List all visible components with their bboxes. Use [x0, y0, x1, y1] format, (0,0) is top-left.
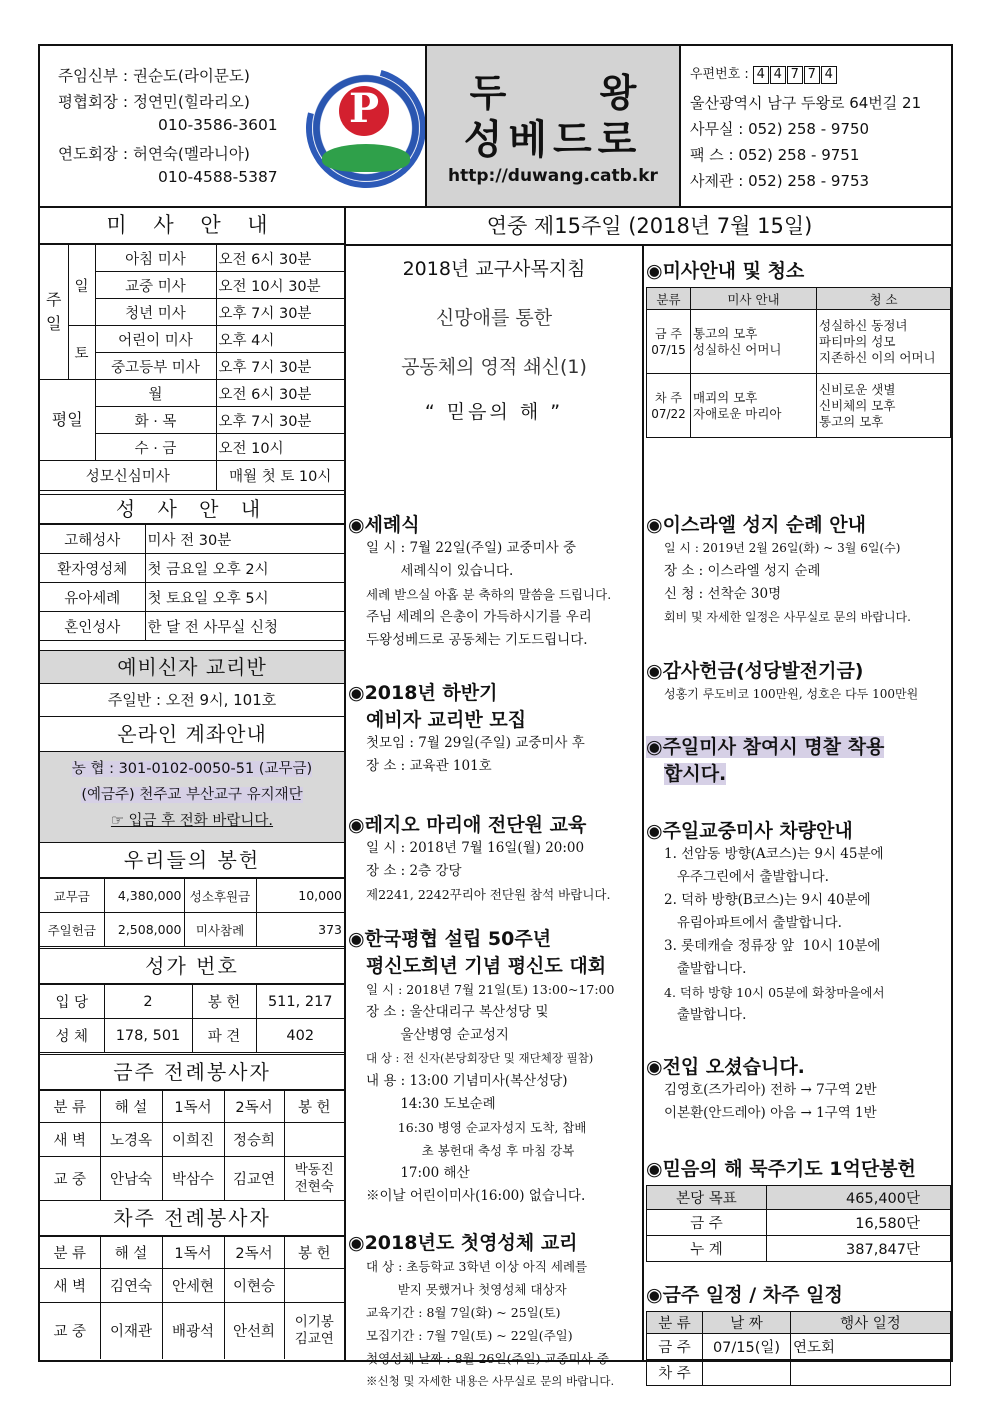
offering-table: [40, 878, 344, 947]
hymn-label: 성 체: [40, 1019, 104, 1053]
title-line2: 성베드로: [463, 117, 643, 163]
hymn-label: 파 견: [192, 1019, 256, 1053]
legio-line: 제2241, 2242꾸리아 전단원 참석 바랍니다.: [366, 887, 611, 902]
communion-line: 대 상 : 초등학교 3학년 이상 아직 세례를: [366, 1259, 588, 1274]
baptism-line: 세례 받으실 아홉 분 축하의 말씀을 드립니다.: [366, 587, 612, 602]
mass-day: 월: [95, 380, 216, 407]
baptism-line: 세례식이 있습니다.: [366, 563, 514, 579]
offering-label: 성소후원금: [184, 879, 256, 913]
sacrament-name: 고해성사: [40, 525, 145, 554]
mass-day: 수 · 금: [95, 434, 216, 461]
col-header: 1독서: [162, 1237, 224, 1269]
col-header: 봉 헌: [284, 1091, 344, 1123]
server-name: 이기봉 김교연: [284, 1303, 344, 1359]
israel-line: 회비 및 자세한 일정은 사무실로 문의 바랍니다.: [664, 610, 911, 624]
baptism-line: 주님 세례의 은총이 가득하시기를 우리: [366, 609, 592, 625]
mass-table: [40, 244, 344, 491]
mass-time: 오전 10시: [216, 434, 344, 461]
laity-line: 일 시 : 2018년 7월 21일(토) 13:00~17:00: [366, 982, 615, 997]
sun-label: 일: [68, 245, 95, 326]
communion-line: 첫영성체 날짜 : 8월 26일(주일) 교중미사 중: [366, 1351, 609, 1366]
communion-notice: [348, 1228, 640, 1393]
transfer-notice: [646, 1052, 951, 1125]
bus-line: 우주그린에서 출발합니다.: [664, 869, 829, 885]
offering-label: 미사참례: [184, 913, 256, 947]
parish-url[interactable]: http://duwang.catb.kr: [448, 166, 658, 186]
mass-time: 오전 6시 30분: [216, 245, 344, 272]
schedule-week: 금 주: [647, 1334, 703, 1360]
mass-time: 오후 7시 30분: [216, 407, 344, 434]
offering-label: 교무금: [40, 879, 104, 913]
israel-line: 신 청 : 선착순 30명: [664, 586, 782, 602]
nametag-line1: ◉주일미사 참여시 명찰 착용: [646, 736, 885, 758]
laity-line: 대 상 : 전 신자(본당회장단 및 재단체장 필참): [366, 1051, 594, 1065]
schedule-week: 차 주: [647, 1360, 703, 1386]
account-holder: (예금주) 천주교 부산교구 유지재단: [81, 787, 303, 803]
online-box: [40, 752, 344, 842]
hymn-label: 봉 헌: [192, 985, 256, 1019]
server-name: 안세현: [162, 1269, 224, 1303]
mass-name: 아침 미사: [95, 245, 216, 272]
clean-title: ◉미사안내 및 청소: [646, 260, 805, 282]
weekday-label: 평일: [40, 380, 95, 461]
col-header: 2독서: [224, 1091, 284, 1123]
offering-heading: 우리들의 봉헌: [40, 842, 344, 878]
rosary-section: [646, 1154, 951, 1262]
prayer-phone: 010-4588-5387: [158, 168, 278, 186]
issue-title: 연중 제15주일 (2018년 7월 15일): [486, 214, 813, 238]
pastoral-line1: 2018년 교구사목지침: [402, 258, 586, 280]
pastor-line: 주임신부 : 권순도(라이문도): [58, 67, 250, 85]
israel-line: 일 시 : 2019년 2월 26일(화) ~ 3월 6일(수): [664, 541, 901, 555]
legio-line: 장 소 : 2층 강당: [366, 863, 462, 879]
col-header: 분 류: [647, 1312, 703, 1334]
clean-section: [646, 256, 951, 438]
col-header: 분 류: [40, 1091, 100, 1123]
sacrament-name: 유아세례: [40, 583, 145, 612]
middle-column: [346, 244, 642, 1388]
schedule-event: [791, 1360, 951, 1386]
parish-logo: P: [304, 66, 428, 190]
hymn-table: [40, 984, 344, 1053]
communion-line: 받지 못했거나 첫영성체 대상자: [366, 1282, 567, 1297]
col-header: 해 설: [100, 1237, 162, 1269]
recruit-title1: ◉2018년 하반기: [348, 682, 498, 704]
laity-line: 16:30 병영 순교자성지 도착, 찹배: [366, 1120, 587, 1135]
mass-name: 청년 미사: [95, 299, 216, 326]
sat-label: 토: [68, 326, 95, 380]
prayer-line: 연도회장 : 허연숙(멜라니아): [58, 145, 250, 163]
bus-line: 4. 덕하 방향 10시 05분에 화창마을에서: [664, 985, 885, 1000]
clean-duty: 성실하신 동정녀 파티마의 성모 지존하신 이의 어머니: [817, 310, 951, 374]
bus-notice: [646, 816, 951, 1027]
hymn-number: 2: [104, 985, 192, 1019]
col-header: 행사 일정: [791, 1312, 951, 1334]
col-header: 2독서: [224, 1237, 284, 1269]
server-name: 이현승: [224, 1269, 284, 1303]
legio-notice: [348, 810, 640, 906]
offering-label: 주일헌금: [40, 913, 104, 947]
mass-time: 오후 7시 30분: [216, 299, 344, 326]
rosary-label: 본당 목표: [647, 1186, 767, 1210]
council-line: 평협회장 : 정연민(힐라리오): [58, 93, 250, 111]
clean-table: [646, 287, 951, 438]
laity-line: 울산병영 순교성지: [366, 1027, 509, 1043]
mass-name: 어린이 미사: [95, 326, 216, 353]
clean-duty: 신비로운 샛별 신비체의 모후 통고의 모후: [817, 374, 951, 438]
bus-line: 1. 선암동 방향(A코스)는 9시 45분에: [664, 846, 884, 862]
laity-line: ※이날 어린이미사(16:00) 없습니다.: [366, 1188, 586, 1204]
rosary-label: 금 주: [647, 1210, 767, 1236]
communion-title: ◉2018년도 첫영성체 교리: [348, 1232, 578, 1254]
special-mass: 성모신심미사: [40, 461, 216, 491]
baptism-line: 두왕성베드로 공동체는 기도드립니다.: [366, 632, 588, 648]
server-name: 김교연: [224, 1157, 284, 1201]
fax: 팩 스 : 052) 258 - 9751: [690, 146, 860, 164]
rosary-title: ◉믿음의 해 묵주기도 1억단봉헌: [646, 1158, 916, 1180]
hymn-number: 511, 217: [256, 985, 344, 1019]
transfer-line: 이본환(안드레아) 아음 → 1구역 1반: [664, 1105, 877, 1121]
rosary-value: 387,847단: [767, 1236, 951, 1262]
clean-week: 금 주 07/15: [647, 310, 691, 374]
rosary-label: 누 계: [647, 1236, 767, 1262]
offering-value: 373: [256, 913, 344, 947]
transfer-line: 김영호(즈가리아) 전하 → 7구역 2반: [664, 1082, 877, 1098]
sacrament-table: [40, 524, 344, 641]
server-name: 이재관: [100, 1303, 162, 1359]
server-row-label: 새 벽: [40, 1123, 100, 1157]
schedule-title: ◉금주 일정 / 차주 일정: [646, 1284, 843, 1306]
col-header: 봉 헌: [284, 1237, 344, 1269]
laity-line: 내 용 : 13:00 기념미사(복산성당): [366, 1073, 568, 1089]
sacrament-time: 첫 금요일 오후 2시: [145, 554, 344, 583]
mass-time: 오후 4시: [216, 326, 344, 353]
hymn-heading: 성가 번호: [40, 948, 344, 984]
server-name: 배광석: [162, 1303, 224, 1359]
server-name: [284, 1123, 344, 1157]
sacrament-time: 미사 전 30분: [145, 525, 344, 554]
council-phone: 010-3586-3601: [158, 116, 278, 134]
office-phone: 사무실 : 052) 258 - 9750: [690, 120, 870, 138]
col-header: 해 설: [100, 1091, 162, 1123]
schedule-table: [646, 1311, 951, 1386]
zip-line: 우편번호 : 4 4 7 7 4: [690, 64, 838, 85]
col-header: 날 짜: [703, 1312, 791, 1334]
server-name: 박동진 전현숙: [284, 1157, 344, 1201]
mass-heading: 미 사 안 내: [40, 208, 344, 244]
server-row-label: 교 중: [40, 1303, 100, 1359]
pastoral-line3: 공동체의 영적 쇄신(1): [401, 356, 587, 378]
laity-line: 17:00 해산: [366, 1165, 470, 1181]
col-header: 미사 안내: [691, 288, 817, 310]
offering-value: 4,380,000: [104, 879, 184, 913]
offering-value: 2,508,000: [104, 913, 184, 947]
laity-line: 14:30 도보순례: [366, 1096, 496, 1112]
sacrament-heading: 성 사 안 내: [40, 494, 344, 524]
bus-line: 출발합니다.: [664, 1007, 747, 1023]
catechumen-recruit: [348, 678, 640, 778]
server-row-label: 새 벽: [40, 1269, 100, 1303]
server-name: 안남숙: [100, 1157, 162, 1201]
baptism-title: ◉세례식: [348, 514, 420, 536]
sacrament-time: 첫 토요일 오후 5시: [145, 583, 344, 612]
servers-this-heading: 금주 전례봉사자: [40, 1054, 344, 1090]
sunday-label: 주일: [40, 245, 68, 380]
mass-time: 오전 10시 30분: [216, 272, 344, 299]
communion-line: 교육기간 : 8월 7일(화) ~ 25일(토): [366, 1305, 561, 1320]
mass-day: 화 · 목: [95, 407, 216, 434]
sacrament-name: 환자영성체: [40, 554, 145, 583]
israel-title: ◉이스라엘 성지 순례 안내: [646, 514, 866, 536]
online-heading: 온라인 계좌안내: [40, 716, 344, 752]
server-name: 안선희: [224, 1303, 284, 1359]
bus-line: 유림아파트에서 출발합니다.: [664, 915, 842, 931]
sacrament-name: 혼인성사: [40, 612, 145, 641]
address: 울산광역시 남구 두왕로 64번길 21: [690, 94, 922, 112]
schedule-date: [703, 1360, 791, 1386]
col-header: 분 류: [40, 1237, 100, 1269]
laity-line: 초 봉헌대 축성 후 마침 강복: [366, 1143, 575, 1158]
server-name: [284, 1269, 344, 1303]
hymn-number: 178, 501: [104, 1019, 192, 1053]
schedule-section: [646, 1280, 951, 1386]
recruit-title2: 예비자 교리반 모집: [366, 709, 527, 731]
baptism-notice: [348, 510, 640, 652]
clean-week: 차 주 07/22: [647, 374, 691, 438]
transfer-title: ◉전입 오셨습니다.: [646, 1056, 805, 1078]
pastoral-line4: “ 믿음의 해 ”: [424, 401, 564, 423]
hymn-number: 402: [256, 1019, 344, 1053]
servers-this-table: [40, 1090, 344, 1201]
mass-name: 중고등부 미사: [95, 353, 216, 380]
rosary-value: 16,580단: [767, 1210, 951, 1236]
servers-next-heading: 차주 전례봉사자: [40, 1200, 344, 1236]
recruit-line: 장 소 : 교육관 101호: [366, 758, 492, 774]
laity-title1: ◉한국평협 설립 50주년: [348, 928, 552, 950]
col-header: 분류: [647, 288, 691, 310]
hymn-label: 입 당: [40, 985, 104, 1019]
catechumen-heading: 예비신자 교리반: [40, 650, 344, 684]
thanks-notice: [646, 656, 951, 706]
laity-line: 장 소 : 울산대리구 복산성당 및: [366, 1004, 549, 1020]
server-name: 박삼수: [162, 1157, 224, 1201]
title-line1: 두 왕: [469, 71, 677, 115]
server-name: 이희진: [162, 1123, 224, 1157]
clean-mass: 매괴의 모후 자애로운 마리아: [691, 374, 817, 438]
bus-title: ◉주일교중미사 차량안내: [646, 820, 853, 842]
nametag-line2: 합시다.: [664, 763, 727, 785]
legio-line: 일 시 : 2018년 7월 16일(월) 20:00: [366, 840, 585, 856]
account-number: 농 협 : 301-0102-0050-51 (교무금): [71, 761, 313, 777]
bus-line: 3. 롯데캐슬 정류장 앞 10시 10분에: [664, 938, 881, 954]
schedule-event: 연도회: [791, 1334, 951, 1360]
header-address: [680, 46, 953, 208]
col-header: 청 소: [817, 288, 951, 310]
col-header: 1독서: [162, 1091, 224, 1123]
mass-name: 교중 미사: [95, 272, 216, 299]
israel-notice: [646, 510, 951, 629]
legio-title: ◉레지오 마리애 전단원 교육: [348, 814, 587, 836]
account-note: ☞ 입금 후 전화 바랍니다.: [110, 813, 274, 829]
israel-line: 장 소 : 이스라엘 성지 순례: [664, 563, 821, 579]
nametag-notice: [646, 732, 951, 786]
bulletin-frame: [38, 44, 953, 1388]
baptism-line: 일 시 : 7월 22일(주일) 교중미사 중: [366, 540, 577, 556]
rosary-value: 465,400단: [767, 1186, 951, 1210]
rectory-phone: 사제관 : 052) 258 - 9753: [690, 172, 870, 190]
communion-line: ※신청 및 자세한 내용은 사무실로 문의 바랍니다.: [366, 1374, 615, 1388]
thanks-title: ◉감사헌금(성당발전기금): [646, 660, 864, 682]
server-name: 정승희: [224, 1123, 284, 1157]
servers-next-table: [40, 1236, 344, 1359]
catechumen-text: 주일반 : 오전 9시, 101호: [107, 691, 277, 709]
recruit-line: 첫모임 : 7월 29일(주일) 교중미사 후: [366, 735, 585, 751]
laity-title2: 평신도희년 기념 평신도 대회: [366, 955, 607, 977]
mass-time: 오후 7시 30분: [216, 353, 344, 380]
special-mass-time: 매월 첫 토 10시: [216, 461, 344, 491]
communion-line: 모집기간 : 7월 7일(토) ~ 22일(주일): [366, 1328, 573, 1343]
laity-notice: [348, 924, 640, 1208]
sacrament-time: 한 달 전 사무실 신청: [145, 612, 344, 641]
schedule-date: 07/15(일): [703, 1334, 791, 1360]
bus-line: 2. 덕하 방향(B코스)는 9시 40분에: [664, 892, 871, 908]
server-name: 김연숙: [100, 1269, 162, 1303]
server-name: 노경옥: [100, 1123, 162, 1157]
clean-mass: 통고의 모후 성실하신 어머니: [691, 310, 817, 374]
offering-value: 10,000: [256, 879, 344, 913]
thanks-line: 성홍기 루도비코 100만원, 성호은 다두 100만원: [664, 687, 919, 701]
server-row-label: 교 중: [40, 1157, 100, 1201]
mass-time: 오전 6시 30분: [216, 380, 344, 407]
title-box: [426, 46, 680, 208]
pastoral-line2: 신망애를 통한: [435, 307, 553, 329]
bus-line: 출발합니다.: [664, 961, 747, 977]
rosary-table: [646, 1185, 951, 1262]
